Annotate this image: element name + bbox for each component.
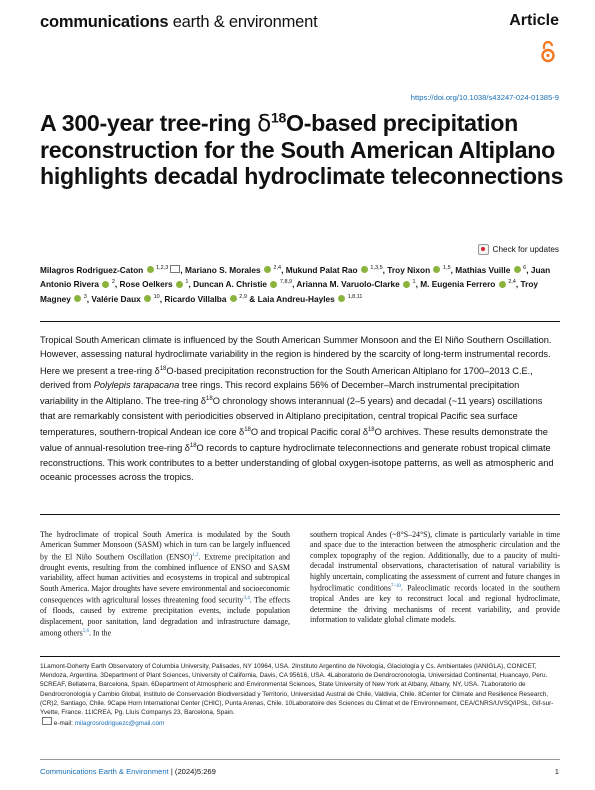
author-separator: ,	[188, 279, 194, 290]
author-separator: ,	[526, 264, 531, 275]
author-separator: &	[246, 293, 258, 304]
article-type-label: Article	[509, 12, 559, 29]
open-access-icon	[540, 40, 556, 64]
author-name[interactable]: Ricardo Villalba	[164, 293, 229, 304]
author-name[interactable]: Milagros Rodriguez-Caton	[40, 264, 146, 275]
orcid-icon[interactable]	[499, 281, 506, 288]
email-icon	[42, 717, 52, 725]
affiliations-divider	[40, 656, 560, 657]
author-name[interactable]: Troy Magney	[40, 279, 539, 304]
author-separator: ,	[86, 293, 92, 304]
orcid-icon[interactable]	[147, 266, 154, 273]
author-separator: ,	[515, 279, 521, 290]
author-affiliation-ref: 6	[521, 265, 527, 271]
body-column-left: The hydroclimate of tropical South America is modulated by the South American Summer Monsoon (SASM) which in turn can be largely influenced by the El Niño Southern Oscillation (ENSO)$^{1,2}$. Extreme precipitation and drought events, resulting from the combined influence of ENSO and SASM variability, affect human activities and ecosystems in tropical and subtropical South America. Major droughts have severe environmental and socioeconomic consequences with agricultural losses threatening food security$^{3,4}$. The effects of floods, caused by extreme precipitation events, include population displacement, poor sanitation, land degradation and infrastructure damage, among others$^{5,6}$. In the	[40, 530, 291, 638]
author-affiliation-ref: 10	[152, 293, 160, 300]
doi-link[interactable]: https://doi.org/10.1038/s43247-024-01385-9	[410, 93, 559, 102]
author-name[interactable]: Mukund Palat Rao	[285, 264, 360, 275]
author-affiliation-ref: 7,8,9	[278, 279, 293, 286]
author-affiliation-ref: 1	[411, 279, 416, 286]
author-name[interactable]: Mathias Vuille	[455, 264, 513, 275]
author-name[interactable]: Valérie Daux	[91, 293, 144, 304]
article-title: A 300-year tree-ring $\delta^{18}O$-based precipitation reconstruction for the South American Altiplano highlights decadal hydroclimate teleconnections	[40, 109, 564, 189]
author-name[interactable]: M. Eugenia Ferrero	[420, 279, 498, 290]
author-affiliation-ref: 1,3,5	[368, 265, 383, 271]
orcid-icon[interactable]	[361, 266, 368, 273]
citation-link[interactable]: 7–10	[390, 584, 401, 590]
author-name[interactable]: Rose Oelkers	[119, 279, 175, 290]
author-affiliation-ref: 3	[82, 293, 87, 300]
author-name[interactable]: Troy Nixon	[387, 264, 433, 275]
author-affiliation-ref: 2,9	[237, 293, 247, 300]
author-separator: ,	[450, 264, 456, 275]
orcid-icon[interactable]	[338, 295, 345, 302]
author-affiliation-ref: 2,4	[506, 279, 516, 286]
author-separator: ,	[415, 279, 421, 290]
orcid-icon[interactable]	[144, 295, 151, 302]
author-name[interactable]: Laia Andreu-Hayles	[257, 293, 338, 304]
author-name[interactable]: Arianna M. Varuolo-Clarke	[296, 279, 402, 290]
orcid-icon[interactable]	[403, 281, 410, 288]
author-name[interactable]: Mariano S. Morales	[184, 264, 263, 275]
email-link[interactable]: milagrosrodriguezc@gmail.com	[74, 719, 165, 727]
author-list	[40, 262, 560, 305]
check-for-updates-button[interactable]	[478, 244, 559, 255]
author-separator: ,	[159, 293, 165, 304]
journal-name: communications earth & environment	[40, 13, 318, 31]
abstract-bottom-divider	[40, 514, 560, 515]
corresponding-author-email-icon[interactable]	[170, 265, 180, 273]
check-updates-icon	[478, 244, 489, 255]
footer-citation: Communications Earth & Environment | (2024)5:269	[40, 767, 216, 776]
author-separator: ,	[180, 264, 185, 275]
affiliations: 1Lamont-Doherty Earth Observatory of Columbia University, Palisades, NY 10964, USA. 2Instituto Argentino de Nivología, Glaciología y Cs. Ambientales (IANIGLA), CONICET, Mendoza, Argentina. 3Department of Plant Sciences, University of California, Davis, CA 95616, USA. 4Laboratorio de Dendrocronología, Universidad Continental, Huancayo, Peru. 5CREAF, Bellaterra, Barcelona, Spain. 6Department of Atmospheric and Environmental Sciences, State University of New York at Albany, Albany, NY, USA. 7Laboratorio de Dendrocronología y Cambio Global, Instituto de Conservación Biodiversidad y Territorio, Universidad Austral de Chile, Valdivia, Chile. 8Center for Climate and Resilience Research, (CR)2, Santiago, Chile. 9Cape Horn International Center (CHIC), Punta Arenas, Chile. 10Laboratoire des Sciences du Climat et de l'Environnement, CEA/CNRS/UVSQ/IPSL, Gif-sur-Yvette, France. 11ICREA, Pg. Lluís Companys 23, Barcelona, Spain. e-mail: milagrosrodriguezc@gmail.com	[40, 663, 554, 727]
orcid-icon[interactable]	[514, 266, 521, 273]
author-affiliation-ref: 1	[183, 279, 189, 286]
footer-divider	[40, 759, 560, 760]
author-separator: ,	[114, 279, 120, 290]
author-name[interactable]: Juan Antonio Rivera	[40, 264, 551, 290]
author-affiliation-ref: 1,2,3	[154, 265, 169, 271]
author-affiliation-ref: 2,4	[271, 265, 282, 271]
author-separator: ,	[292, 279, 297, 290]
orcid-icon[interactable]	[433, 266, 440, 273]
author-name[interactable]: Duncan A. Christie	[193, 279, 270, 290]
citation-link[interactable]: 5,6	[82, 629, 89, 635]
author-affiliation-ref: 2	[110, 279, 115, 286]
orcid-icon[interactable]	[74, 295, 81, 302]
body-column-right: southern tropical Andes (~8°S–24°S), climate is particularly variable in time and space due to the interaction between the atmospheric circulation and the complex topography of the region. Additionally, due to a paucity of multi-decadal instrumental observations, characterisation of natural variability is highly uncertain, complicating the assessment of current and future changes in hydroclimatic conditions$^{7-10}$. Paleoclimatic records located in the southern tropical Andes are key to reconstruct local and regional hydroclimate, determine the driving mechanisms of recent variability, and provide information to validate global climate models.	[310, 530, 560, 625]
author-separator: ,	[281, 264, 286, 275]
orcid-icon[interactable]	[270, 281, 277, 288]
abstract-top-divider	[40, 321, 560, 322]
check-updates-label: Check for updates	[492, 245, 559, 254]
footer-journal-link[interactable]: Communications Earth & Environment	[40, 767, 169, 776]
author-affiliation-ref: 1,5	[441, 265, 451, 271]
page-number: 1	[554, 767, 559, 776]
citation-link[interactable]: 1,2	[192, 552, 199, 558]
email-line: e-mail: milagrosrodriguezc@gmail.com	[40, 720, 164, 727]
citation-link[interactable]: 3,4	[243, 596, 250, 602]
author-separator: ,	[382, 264, 388, 275]
orcid-icon[interactable]	[102, 281, 109, 288]
author-affiliation-ref: 1,8,11	[346, 293, 363, 300]
orcid-icon[interactable]	[176, 281, 183, 288]
orcid-icon[interactable]	[230, 295, 237, 302]
abstract: Tropical South American climate is influenced by the South American Summer Monsoon and the El Niño Southern Oscillation. However, assessing natural hydroclimate variability in the region is hindered by the scarcity of long-term instrumental records. Here we present a tree-ring $\delta^{18}O$-based precipitation reconstruction for the South American Altiplano for 1700–2013 C.E., derived from Polylepis tarapacana tree rings. This record explains 56% of December–March instrumental precipitation variability in the Altiplano. The tree-ring $\delta^{18}O$ chronology shows interannual (2–5 years) and decadal (~11 years) oscillations that are remarkably consistent with periodicities observed in Altiplano precipitation, central tropical Pacific sea surface temperatures, southern-tropical Andean ice core $\delta^{18}O$ and tropical Pacific coral $\delta^{18}O$ archives. These results demonstrate the value of annual-resolution tree-ring $\delta^{18}O$ records to capture hydroclimate teleconnections and generate robust tropical climate reconstructions. This work contributes to a better understanding of global oxygen-isotope patterns, as well as atmospheric and oceanic processes across the tropics.	[40, 335, 554, 482]
orcid-icon[interactable]	[264, 266, 271, 273]
